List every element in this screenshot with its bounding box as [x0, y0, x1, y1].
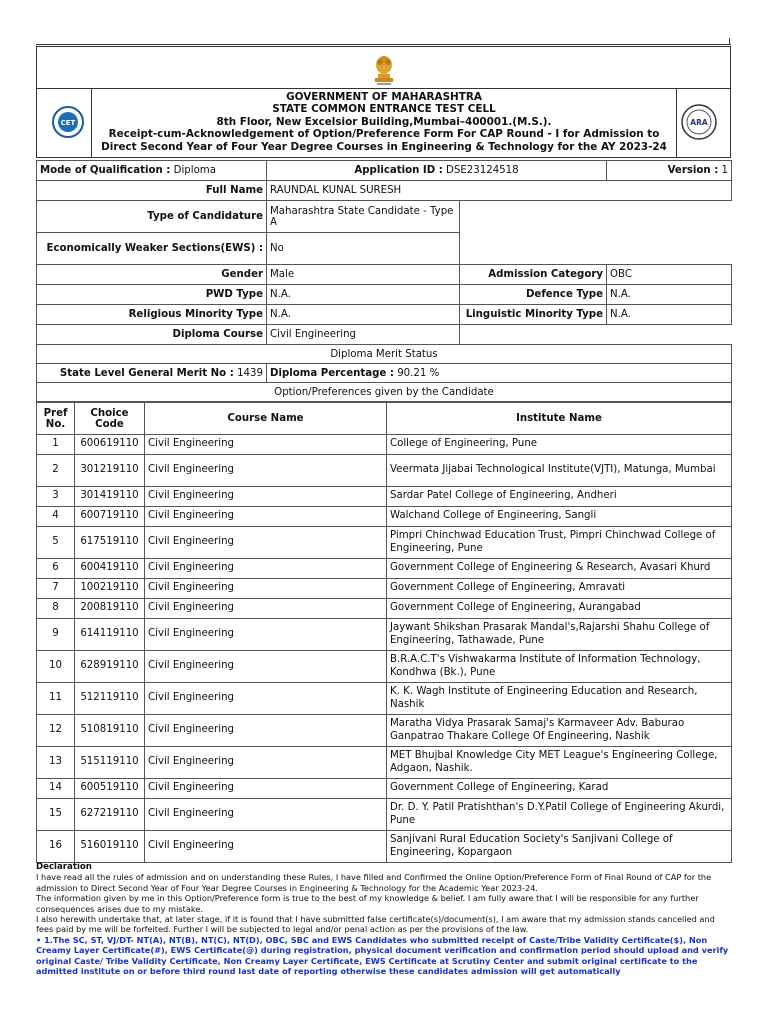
preferences-title: Option/Preferences given by the Candidate [37, 383, 732, 402]
course-name: Civil Engineering [145, 683, 387, 715]
course-name: Civil Engineering [145, 651, 387, 683]
choice-code: 614119110 [75, 619, 145, 651]
ews-value: No [267, 233, 460, 265]
defence-type-value: N.A. [607, 285, 732, 305]
pref-no: 14 [37, 779, 75, 799]
header-divider [36, 88, 731, 89]
institute-name: Government College of Engineering, Amravati [387, 579, 732, 599]
table-row [37, 651, 732, 683]
institute-name: MET Bhujbal Knowledge City MET League's Engineering College, Adgaon, Nashik. [387, 747, 732, 779]
state-emblem-icon [369, 52, 399, 86]
institute-name: Government College of Engineering, Karad [387, 779, 732, 799]
pref-no: 13 [37, 747, 75, 779]
institute-name: Pimpri Chinchwad Education Trust, Pimpri Chinchwad College of Engineering, Pune [387, 527, 732, 559]
pref-no-header: Pref No. [37, 403, 75, 435]
header-form-title: Receipt-cum-Acknowledgement of Option/Preference Form For CAP Round - I for Admission to [108, 128, 660, 141]
declaration-para-3: I also herewith undertake that, at later stage, if it is found that I have submitted false certificate(s)/document(s), I am aware that my admission stands cancelled and fees paid by me will be forfeited. Further I will be subjected to legal and/or penal action as per the provisions of the law. [36, 914, 715, 935]
header-right-divider [676, 88, 677, 158]
institute-name: Government College of Engineering & Research, Avasari Khurd [387, 559, 732, 579]
choice-code: 100219110 [75, 579, 145, 599]
defence-type-label: Defence Type [460, 285, 607, 305]
declaration-note-1: • 1.The SC, ST, VJ/DT- NT(A), NT(B), NT(C), NT(D), OBC, SBC and EWS Candidates who submitted receipt of Caste/Tribe Validity Certificate($), Non Creamy Layer Certificate(#), EWS Certificate(@) during registration, physical document verification and confirmation period should upload and verify original Caste/ Tribe Validity Certificate, Non Creamy Layer Certificate, EWS Certificate at Scrutiny Center and submit original certificate to the admitted institute on or before third round last date of reporting otherwise these candidates admission will get automatically [36, 934, 729, 977]
institute-name: Walchand College of Engineering, Sangli [387, 507, 732, 527]
institute-name: B.R.A.C.T's Vishwakarma Institute of Information Technology, Kondhwa (Bk.), Pune [387, 651, 732, 683]
institute-name: Government College of Engineering, Aurangabad [387, 599, 732, 619]
choice-code: 628919110 [75, 651, 145, 683]
pref-no: 10 [37, 651, 75, 683]
choice-code: 515119110 [75, 747, 145, 779]
institute-name: K. K. Wagh Institute of Engineering Education and Research, Nashik [387, 683, 732, 715]
merit-number: State Level General Merit No : 1439 [37, 364, 267, 383]
preferences-table [36, 402, 732, 863]
ara-logo-icon [681, 104, 717, 140]
pref-no: 12 [37, 715, 75, 747]
course-name: Civil Engineering [145, 799, 387, 831]
course-name: Civil Engineering [145, 435, 387, 455]
institute-name: Veermata Jijabai Technological Institute(VJTI), Matunga, Mumbai [387, 455, 732, 487]
declaration [36, 862, 731, 976]
choice-code: 200819110 [75, 599, 145, 619]
table-row [37, 507, 732, 527]
candidate-info-table [36, 160, 732, 402]
pref-no: 5 [37, 527, 75, 559]
course-name-header: Course Name [145, 403, 387, 435]
table-row [37, 559, 732, 579]
religious-minority-label: Religious Minority Type [37, 305, 267, 325]
institute-name: Jaywant Shikshan Prasarak Mandal's,Rajarshi Shahu College of Engineering, Tathawade, Pune [387, 619, 732, 651]
course-name: Civil Engineering [145, 715, 387, 747]
header-title-block [92, 91, 676, 153]
diploma-course-label: Diploma Course [37, 325, 267, 345]
table-row [37, 619, 732, 651]
course-name: Civil Engineering [145, 747, 387, 779]
header-cell-name: STATE COMMON ENTRANCE TEST CELL [272, 103, 496, 116]
course-name: Civil Engineering [145, 619, 387, 651]
candidature-value: Maharashtra State Candidate - Type A [267, 201, 460, 233]
top-rule [36, 44, 731, 45]
table-row [37, 579, 732, 599]
declaration-para-2: The information given by me in this Option/Preference form is true to the best of my knowledge & belief. I am fully aware that I will be responsible for any further consequences arises due to my mistake. [36, 893, 699, 914]
choice-code: 510819110 [75, 715, 145, 747]
choice-code: 600419110 [75, 559, 145, 579]
mode-of-qualification: Mode of Qualification : Diploma [37, 161, 267, 181]
application-id: Application ID : DSE23124518 [267, 161, 607, 181]
header-form-subtitle: Direct Second Year of Four Year Degree Courses in Engineering & Technology for the AY 2023-24 [101, 140, 667, 153]
institute-name: Sanjivani Rural Education Society's Sanjivani College of Engineering, Kopargaon [387, 831, 732, 863]
choice-code-header: Choice Code [75, 403, 145, 435]
table-row [37, 779, 732, 799]
choice-code: 512119110 [75, 683, 145, 715]
pref-no: 7 [37, 579, 75, 599]
gender-value: Male [267, 265, 460, 285]
institute-name: Sardar Patel College of Engineering, Andheri [387, 487, 732, 507]
version: Version : 1 [607, 161, 732, 181]
course-name: Civil Engineering [145, 779, 387, 799]
pwd-type-label: PWD Type [37, 285, 267, 305]
gender-label: Gender [37, 265, 267, 285]
pwd-type-value: N.A. [267, 285, 460, 305]
choice-code: 301419110 [75, 487, 145, 507]
linguistic-minority-label: Linguistic Minority Type [460, 305, 607, 325]
table-row [37, 799, 732, 831]
choice-code: 617519110 [75, 527, 145, 559]
choice-code: 516019110 [75, 831, 145, 863]
declaration-title: Declaration [36, 862, 92, 872]
choice-code: 301219110 [75, 455, 145, 487]
choice-code: 627219110 [75, 799, 145, 831]
table-row [37, 715, 732, 747]
institute-name-header: Institute Name [387, 403, 732, 435]
diploma-percentage: Diploma Percentage : 90.21 % [267, 364, 732, 383]
table-row [37, 831, 732, 863]
choice-code: 600619110 [75, 435, 145, 455]
religious-minority-value: N.A. [267, 305, 460, 325]
declaration-para-1: I have read all the rules of admission and on understanding these Rules, I have filled and Confirmed the Online Option/Preference Form of Final Round of CAP for the admission to Direct Second Year of Four Year Degree Courses in Engineering & Technology for the Academic Year 2023-24. [36, 872, 712, 893]
header-government: GOVERNMENT OF MAHARASHTRA [286, 91, 482, 103]
choice-code: 600719110 [75, 507, 145, 527]
table-row [37, 527, 732, 559]
table-row [37, 747, 732, 779]
institute-name: College of Engineering, Pune [387, 435, 732, 455]
table-row [37, 435, 732, 455]
merit-status-title: Diploma Merit Status [37, 345, 732, 364]
course-name: Civil Engineering [145, 559, 387, 579]
course-name: Civil Engineering [145, 579, 387, 599]
diploma-course-value: Civil Engineering [267, 325, 460, 345]
institute-name: Maratha Vidya Prasarak Samaj's Karmaveer Adv. Baburao Ganpatrao Thakare College Of Engineering, Nashik [387, 715, 732, 747]
table-row [37, 683, 732, 715]
institute-name: Dr. D. Y. Patil Pratishthan's D.Y.Patil College of Engineering Akurdi, Pune [387, 799, 732, 831]
choice-code: 600519110 [75, 779, 145, 799]
admission-category-value: OBC [607, 265, 732, 285]
course-name: Civil Engineering [145, 455, 387, 487]
pref-no: 1 [37, 435, 75, 455]
course-name: Civil Engineering [145, 599, 387, 619]
pref-no: 16 [37, 831, 75, 863]
ews-label: Economically Weaker Sections(EWS) : [37, 233, 267, 265]
cet-cell-logo-icon [52, 106, 84, 138]
ara-logo-text: ARA [690, 118, 708, 127]
table-row [37, 487, 732, 507]
header-address: 8th Floor, New Excelsior Building,Mumbai–400001.(M.S.). [216, 115, 552, 128]
admission-category-label: Admission Category [460, 265, 607, 285]
course-name: Civil Engineering [145, 487, 387, 507]
linguistic-minority-value: N.A. [607, 305, 732, 325]
candidature-label: Type of Candidature [37, 201, 267, 233]
pref-no: 6 [37, 559, 75, 579]
pref-no: 15 [37, 799, 75, 831]
full-name-label: Full Name [37, 181, 267, 201]
pref-no: 11 [37, 683, 75, 715]
pref-no: 3 [37, 487, 75, 507]
course-name: Civil Engineering [145, 831, 387, 863]
cet-logo-text: CET [60, 119, 76, 127]
course-name: Civil Engineering [145, 527, 387, 559]
pref-no: 2 [37, 455, 75, 487]
full-name-value: RAUNDAL KUNAL SURESH [267, 181, 732, 201]
pref-no: 8 [37, 599, 75, 619]
table-row [37, 599, 732, 619]
pref-no: 9 [37, 619, 75, 651]
pref-no: 4 [37, 507, 75, 527]
table-row [37, 455, 732, 487]
course-name: Civil Engineering [145, 507, 387, 527]
